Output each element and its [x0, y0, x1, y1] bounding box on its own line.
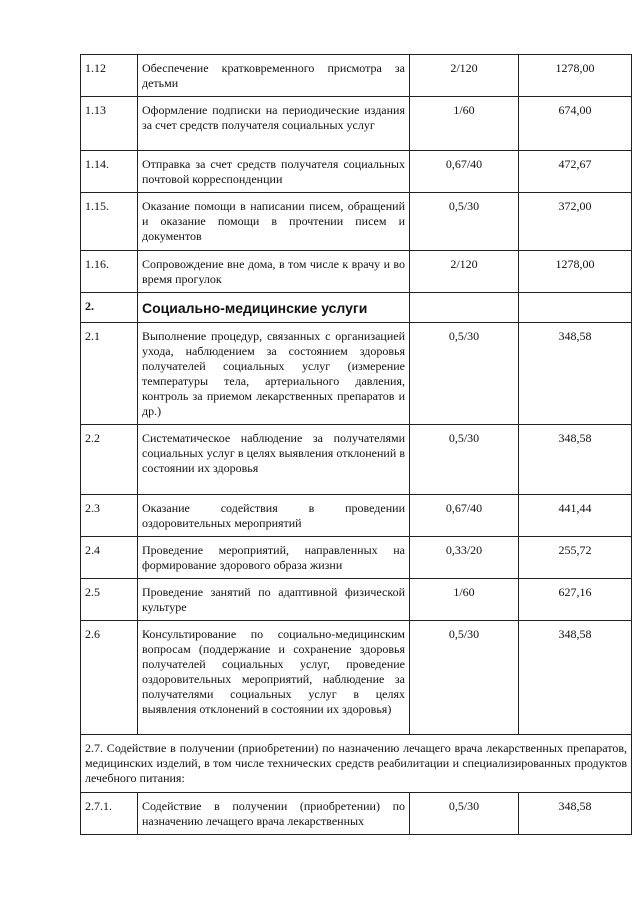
service-description: Выполнение процедур, связанных с организацией ухода, наблюдением за состоянием здоровья получателей социальных услуг (измерение температуры тела, артериального давления, контроль за приемом лекарственных препаратов и др.) — [138, 323, 410, 425]
service-description: Проведение занятий по адаптивной физической культуре — [138, 579, 410, 621]
service-description: Систематическое наблюдение за получателями социальных услуг в целях выявления отклонений в состоянии их здоровья — [138, 425, 410, 495]
service-price: 472,67 — [519, 151, 632, 193]
services-table — [80, 54, 632, 835]
time-norm: 0,5/30 — [410, 193, 519, 251]
time-norm: 0,5/30 — [410, 323, 519, 425]
row-number: 2.6 — [81, 621, 138, 735]
table-row — [81, 55, 632, 97]
table-row — [81, 97, 632, 151]
subsection-text: 2.7. Содействие в получении (приобретении) по назначению лечащего врача лекарственных препаратов, медицинских изделий, в том числе технических средств реабилитации и специализированных продуктов лечебного питания: — [81, 735, 632, 793]
service-price: 627,16 — [519, 579, 632, 621]
section-number: 2. — [81, 293, 138, 323]
time-norm: 0,5/30 — [410, 621, 519, 735]
table-row — [81, 193, 632, 251]
table-row — [81, 537, 632, 579]
row-number: 2.5 — [81, 579, 138, 621]
service-price: 372,00 — [519, 193, 632, 251]
time-norm: 0,67/40 — [410, 151, 519, 193]
service-description: Оказание содействия в проведении оздоровительных мероприятий — [138, 495, 410, 537]
section-title: Социально-медицинские услуги — [138, 293, 410, 323]
table-row — [81, 151, 632, 193]
row-number: 1.13 — [81, 97, 138, 151]
service-price: 348,58 — [519, 425, 632, 495]
service-price: 348,58 — [519, 621, 632, 735]
empty-cell — [410, 293, 519, 323]
table-row — [81, 251, 632, 293]
row-number: 2.1 — [81, 323, 138, 425]
service-price: 441,44 — [519, 495, 632, 537]
row-number: 1.15. — [81, 193, 138, 251]
time-norm: 0,5/30 — [410, 425, 519, 495]
subsection-row — [81, 735, 632, 793]
time-norm: 0,67/40 — [410, 495, 519, 537]
table-row — [81, 579, 632, 621]
service-description: Оказание помощи в написании писем, обращений и оказание помощи в прочтении писем и документов — [138, 193, 410, 251]
service-price: 348,58 — [519, 323, 632, 425]
row-number: 1.14. — [81, 151, 138, 193]
table-row — [81, 621, 632, 735]
time-norm: 2/120 — [410, 55, 519, 97]
time-norm: 0,33/20 — [410, 537, 519, 579]
service-price: 1278,00 — [519, 251, 632, 293]
service-description: Консультирование по социально-медицинским вопросам (поддержание и сохранение здоровья получателей социальных услуг, проведение оздоровительных мероприятий, наблюдение за получателями социальных услуг в целях выявления отклонений в состоянии их здоровья) — [138, 621, 410, 735]
row-number: 1.12 — [81, 55, 138, 97]
service-price: 348,58 — [519, 793, 632, 835]
service-description: Обеспечение кратковременного присмотра за детьми — [138, 55, 410, 97]
row-number: 1.16. — [81, 251, 138, 293]
table-row — [81, 495, 632, 537]
row-number: 2.7.1. — [81, 793, 138, 835]
service-price: 674,00 — [519, 97, 632, 151]
service-description: Проведение мероприятий, направленных на формирование здорового образа жизни — [138, 537, 410, 579]
service-description: Сопровождение вне дома, в том числе к врачу и во время прогулок — [138, 251, 410, 293]
service-description: Содействие в получении (приобретении) по назначению лечащего врача лекарственных — [138, 793, 410, 835]
table-row — [81, 323, 632, 425]
row-number: 2.2 — [81, 425, 138, 495]
row-number: 2.4 — [81, 537, 138, 579]
table-row — [81, 425, 632, 495]
time-norm: 2/120 — [410, 251, 519, 293]
time-norm: 0,5/30 — [410, 793, 519, 835]
row-number: 2.3 — [81, 495, 138, 537]
time-norm: 1/60 — [410, 579, 519, 621]
table-row — [81, 793, 632, 835]
empty-cell — [519, 293, 632, 323]
service-description: Отправка за счет средств получателя социальных почтовой корреспонденции — [138, 151, 410, 193]
service-description: Оформление подписки на периодические издания за счет средств получателя социальных услуг — [138, 97, 410, 151]
section-heading-row — [81, 293, 632, 323]
time-norm: 1/60 — [410, 97, 519, 151]
service-price: 1278,00 — [519, 55, 632, 97]
service-price: 255,72 — [519, 537, 632, 579]
